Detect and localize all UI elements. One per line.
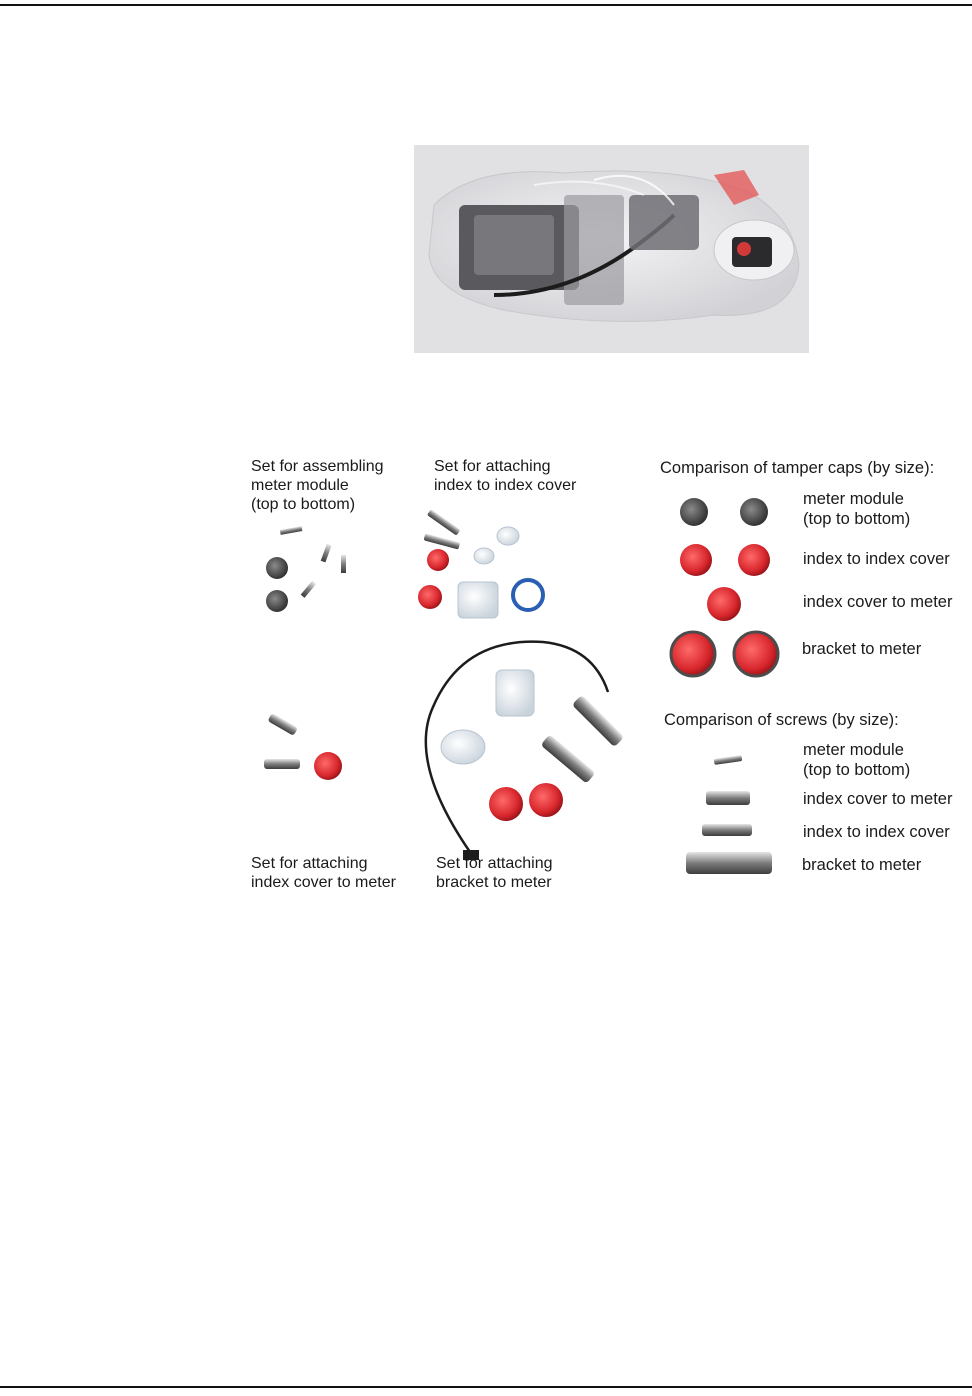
meter-module-set-label: Set for assembling meter module (top to bottom) [251,458,384,513]
screws-heading: Comparison of screws (by size): [664,711,899,729]
tamper-cap-row-label: meter module (top to bottom) [803,490,911,528]
header-rule [0,4,972,6]
meter-module-set-parts [266,526,346,612]
screw-row-label: bracket to meter [802,856,922,874]
index-cover-to-meter-set-label: Set for attaching index cover to meter [251,855,396,891]
bracket-to-meter-set-parts [426,642,624,860]
tamper-cap-row-label: bracket to meter [802,640,922,658]
screw-samples [686,755,772,874]
screw-row-label: index cover to meter [803,790,953,808]
screw-row-label: meter module (top to bottom) [803,741,911,779]
bracket-to-meter-set-label: Set for attaching bracket to meter [436,855,553,891]
screw-row-label: index to index cover [803,823,950,841]
footer-rule [0,1386,972,1388]
tamper-caps-heading: Comparison of tamper caps (by size): [660,459,935,477]
index-to-index-cover-set-label: Set for attaching index to index cover [434,458,577,494]
tamper-cap-row-label: index cover to meter [803,593,953,611]
index-cover-to-meter-set-parts [264,713,342,780]
bagged-kit-photo [414,145,809,353]
tamper-cap-row-label: index to index cover [803,550,950,568]
index-to-index-cover-set-parts [418,509,543,618]
tamper-cap-samples [671,498,778,676]
